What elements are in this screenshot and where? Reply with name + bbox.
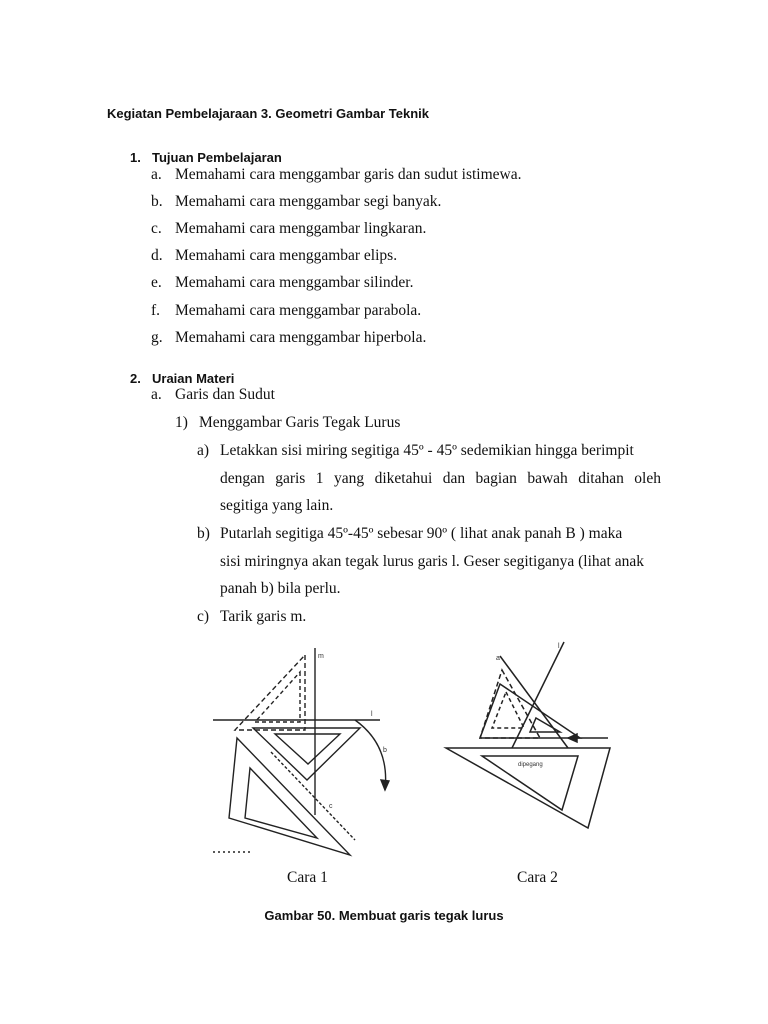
section-heading-text: Uraian Materi [152,371,235,386]
label-b: b [383,747,387,754]
drawing-cara-1 [205,640,400,860]
list-item-text: Memahami cara menggambar segi banyak. [175,193,442,210]
page-title: Kegiatan Pembelajaraan 3. Geometri Gambar Teknik [107,106,429,121]
sub-heading-text: Garis dan Sudut [175,386,275,403]
caption-cara-2: Cara 2 [517,869,558,886]
list-marker: f. [151,302,161,319]
list-item-text: Memahami cara menggambar silinder. [175,274,414,291]
section-number: 1. [130,150,141,165]
step-text: Letakkan sisi miring segitiga 45º - 45º sedemikian hingga berimpit [220,442,634,459]
label-l: l [371,711,373,718]
step-line [220,608,306,626]
section-number: 2. [130,371,141,386]
list-marker: c. [151,220,162,237]
list-item [151,247,397,265]
list-item-text: Memahami cara menggambar parabola. [175,302,422,319]
list-marker: e. [151,274,162,291]
list-item [151,274,413,292]
step-text: dengan garis 1 yang diketahui dan bagian bawah ditahan oleh [220,470,661,487]
list-marker: d. [151,247,163,264]
list-item [151,302,421,320]
list-item [151,166,522,184]
list-item [151,193,441,211]
list-item-text: Memahami cara menggambar lingkaran. [175,220,427,237]
step-text: Tarik garis m. [220,608,307,625]
list-item-text: Memahami cara menggambar hiperbola. [175,329,427,346]
list-item [151,220,426,238]
caption-cara-1: Cara 1 [287,869,328,886]
list-marker: b. [151,193,163,210]
drawing-cara-2 [440,640,615,830]
list-item-text: Memahami cara menggambar elips. [175,247,398,264]
step-text: sisi miringnya akan tegak lurus garis l. Geser segitiganya (lihat anak [220,553,644,570]
list-marker: g. [151,329,163,346]
list-marker: a. [151,386,162,403]
list-marker: a. [151,166,162,183]
label-l: l [558,643,560,650]
figure-caption: Gambar 50. Membuat garis tegak lurus [264,908,504,923]
step-line [220,497,333,515]
section-heading-tujuan [130,150,282,165]
label-dipegang: dipegang [518,762,543,768]
section-heading-text: Tujuan Pembelajaran [152,150,282,165]
list-item-text: Memahami cara menggambar garis dan sudut istimewa. [175,166,522,183]
section-heading-uraian [130,371,234,386]
step-text: Putarlah segitiga 45º-45º sebesar 90º ( lihat anak panah B ) maka [220,525,623,542]
step-line [220,525,622,543]
label-c: c [329,803,333,810]
sub-heading-garis-sudut [151,386,275,404]
step-line [220,442,661,460]
step-marker: c) [197,608,210,625]
sub-heading-tegak-lurus [175,414,400,432]
step-line [220,553,644,571]
step-line [220,470,661,488]
step-text: segitiga yang lain. [220,497,334,514]
list-item [151,329,426,347]
step-marker: a) [197,442,210,459]
label-a: a [496,655,500,662]
sub-heading-text: Menggambar Garis Tegak Lurus [199,414,401,431]
step-text: panah b) bila perlu. [220,580,341,597]
list-marker: 1) [175,414,188,431]
step-marker: b) [197,525,210,542]
step-line [220,580,341,598]
label-m: m [318,653,324,660]
